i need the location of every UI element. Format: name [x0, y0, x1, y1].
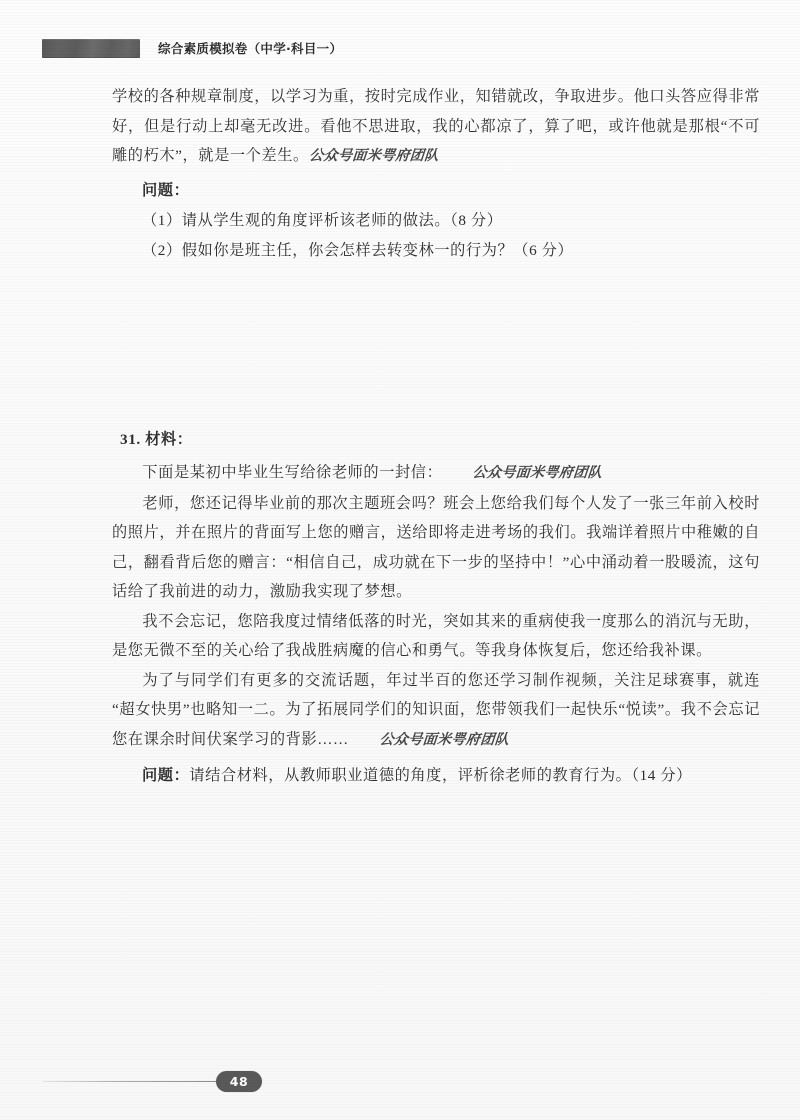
watermark-inline: 公众号面米咢府团队 [472, 465, 604, 481]
question-31-material [112, 458, 760, 755]
page-footer [42, 1068, 262, 1094]
letter-paragraph-3 [112, 666, 760, 756]
letter-paragraph-1: 老师，您还记得毕业前的那次主题班会吗？班会上您给我们每个人发了一张三年前入校时的照片，并在照片的背面写上您的赠言，送给即将走进考场的我们。我端详着照片中稚嫩的自己，翻看背后您的赠言：“相信自己，成功就在下一步的坚持中！”心中涌动着一股暖流，这句话给了我前进的动力，激励我实现了梦想。 [112, 494, 760, 600]
watermark-inline: 公众号面米咢府团队 [308, 148, 440, 164]
page-number-badge: 48 [216, 1071, 262, 1092]
question-item-1: （1）请从学生观的角度评析该老师的做法。（8 分） [142, 211, 503, 229]
question-30-block [112, 82, 760, 266]
question-30-material [112, 82, 760, 172]
question-30-material-text: 学校的各种规章制度，以学习为重，按时完成作业，知错就改，争取进步。他口头答应得非常好，但是行动上却毫无改进。看他不思进取，我的心都凉了，算了吧，或许他就是那根“不可雕的朽木”，就是一个差生。 [112, 88, 760, 164]
questions-label: 问题： [142, 181, 190, 199]
watermark-inline: 公众号面米咢府团队 [378, 731, 510, 748]
final-question-label: 问题： [142, 767, 190, 784]
question-31-prompt [112, 761, 760, 791]
question-31-block [112, 426, 760, 806]
final-question-text: 请结合材料，从教师职业道德的角度，评析徐老师的教育行为。（14 分） [189, 767, 692, 784]
footer-rule [42, 1081, 222, 1082]
page-header [42, 36, 758, 60]
letter-paragraph-2: 我不会忘记，您陪我度过情绪低落的时光，突如其来的重病使我一度那么的消沉与无助，是您无微不至的关心给了我战胜病魔的信心和勇气。等我身体恢复后，您还给我补课。 [112, 612, 760, 659]
question-30-questions [112, 176, 760, 266]
question-31-intro-text: 下面是某初中毕业生写给徐老师的一封信： [142, 464, 443, 481]
page-title: 综合素质模拟卷（中学·科目一） [158, 41, 343, 56]
question-item-2: （2）假如你是班主任，你会怎样去转变林一的行为？（6 分） [142, 241, 574, 259]
letter-paragraph-3-text: 为了与同学们有更多的交流话题，年过半百的您还学习制作视频，关注足球赛事，就连“超女快男”也略知一二。为了拓展同学们的知识面，您带领我们一起快乐“悦读”。我不会忘记您在课余时间伏案学习的背影…… [112, 671, 760, 748]
redacted-header-block [42, 39, 140, 58]
question-31-intro [112, 458, 760, 489]
question-31-number: 31. 材料： [120, 431, 193, 448]
